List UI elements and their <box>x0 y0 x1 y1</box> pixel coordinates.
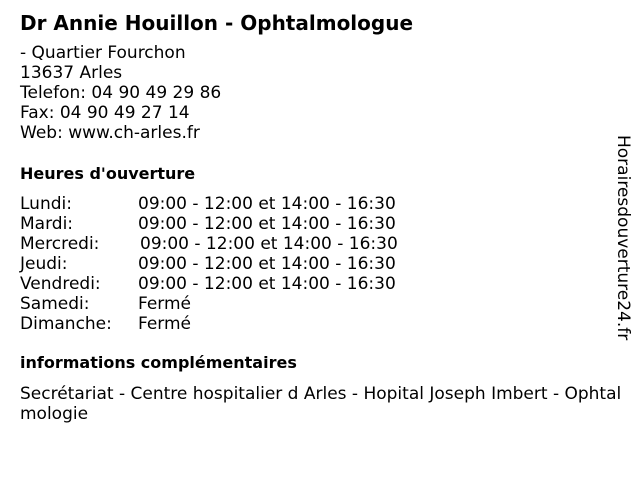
time-value: 09:00 - 12:00 et 14:00 - 16:30 <box>138 274 396 294</box>
day-label: Lundi: <box>20 194 72 214</box>
day-label: Vendredi: <box>20 274 101 294</box>
day-label: Dimanche: <box>20 314 112 334</box>
time-value: 09:00 - 12:00 et 14:00 - 16:30 <box>138 194 396 214</box>
time-value: Fermé <box>138 294 192 314</box>
day-label: Mardi: <box>20 214 74 234</box>
address-city: 13637 Arles <box>20 63 123 83</box>
address-block <box>20 43 221 143</box>
site-watermark: Horairesdouverture24.fr <box>613 135 633 341</box>
address-street: - Quartier Fourchon <box>20 43 186 63</box>
page-title: Dr Annie Houillon - Ophtalmologue <box>20 11 414 35</box>
time-value: 09:00 - 12:00 et 14:00 - 16:30 <box>138 214 396 234</box>
info-heading: informations complémentaires <box>20 353 297 372</box>
info-text: Secrétariat - Centre hospitalier d Arles - Hopital Joseph Imbert - Ophtalmologie <box>20 384 622 424</box>
phone-number: Telefon: 04 90 49 29 86 <box>20 83 222 103</box>
day-label: Jeudi: <box>20 254 68 274</box>
day-label: Mercredi: <box>20 234 100 254</box>
time-value: Fermé <box>138 314 192 334</box>
fax-number: Fax: 04 90 49 27 14 <box>20 103 190 123</box>
time-value: 09:00 - 12:00 et 14:00 - 16:30 <box>140 234 398 254</box>
day-label: Samedi: <box>20 294 90 314</box>
time-value: 09:00 - 12:00 et 14:00 - 16:30 <box>138 254 396 274</box>
website: Web: www.ch-arles.fr <box>20 123 200 143</box>
hours-heading: Heures d'ouverture <box>20 164 196 183</box>
